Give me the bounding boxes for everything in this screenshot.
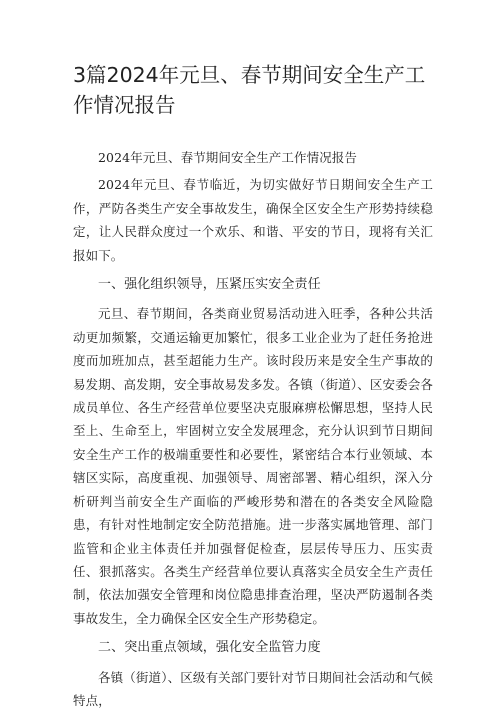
document-title: 3篇2024年元旦、春节期间安全生产工作情况报告 (73, 63, 426, 117)
report-subtitle: 2024年元旦、春节期间安全生产工作情况报告 (98, 150, 358, 165)
intro-paragraph: 2024年元旦、春节临近，为切实做好节日期间安全生产工作，严防各类生产安全事故发生，确保全区安全生产形势持续稳定，让人民群众度过一个欢乐、和谐、平安的节日，现将有关汇报如下。 (73, 177, 433, 263)
section-2-heading: 二、突出重点领域，强化安全监管力度 (98, 640, 321, 656)
section-2-paragraph: 各镇（街道）、区级有关部门要针对节日期间社会活动和气候特点， (73, 669, 433, 708)
section-1-heading: 一、强化组织领导，压紧压实安全责任 (98, 277, 321, 293)
document-body (73, 140, 433, 712)
section-1-paragraph: 元旦、春节期间，各类商业贸易活动进入旺季，各种公共活动更加频繁，交通运输更加繁忙，很多工业企业为了赶任务抢进度而加班加点，甚至超能力生产。该时段历来是安全生产事故的易发期、高发期，安全事故易发多发。各镇（街道）、区安委会各成员单位、各生产经营单位要坚决克服麻痹松懈思想，坚持人民至上、生命至上，牢固树立安全发展理念，充分认识到节日期间安全生产工作的极端重要性和必要性，紧密结合本行业领域、本辖区实际，高度重视、加强领导、周密部署、精心组织，深入分析研判当前安全生产面临的严峻形势和潜在的各类安全风险隐患，有针对性地制定安全防范措施。进一步落实属地管理、部门监管和企业主体责任并加强督促检查，层层传导压力、压实责任、狠抓落实。各类生产经营单位要认真落实全员安全生产责任制，依法加强安全管理和岗位隐患排查治理，坚决严防遏制各类事故发生，全力确保全区安全生产形势稳定。 (73, 306, 433, 626)
